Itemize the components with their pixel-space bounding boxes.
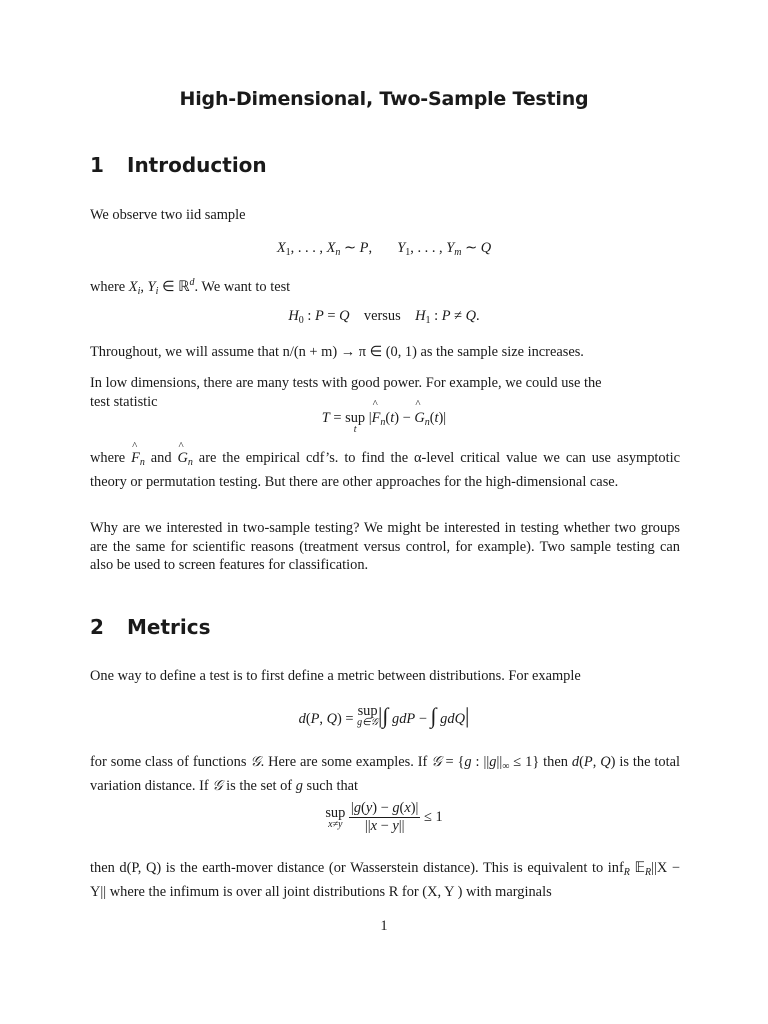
equation-samples: $X_1$, . . . , $X_n$ ∼ P, $Y_1$, . . . , $Y_m$ ∼ Q <box>276 240 492 258</box>
paragraph-line: test statistic <box>90 393 158 410</box>
paragraph: Throughout, we will assume that n/(n + m) → π ∈ (0, 1) as the sample size increases. <box>90 344 584 360</box>
section-title: Metrics <box>127 615 211 639</box>
paragraph-hypothesis-intro: where $X_i$, $Y_i$ ∈ ℝ$^d$. We want to test <box>90 277 291 297</box>
paper-title: High-Dimensional, Two-Sample Testing <box>179 88 589 110</box>
paragraph-text: then d(P, Q) is the earth-mover distance (or Wasserstein distance). This is equivalent to inf <box>90 860 624 876</box>
equation-hypotheses: $H_0$ : P = Q versus $H_1$ : P ≠ Q. <box>288 308 480 326</box>
paragraph <box>90 374 680 411</box>
section-number: 2 <box>90 615 104 639</box>
section-number: 1 <box>90 153 104 177</box>
page-number: 1 <box>380 918 388 934</box>
paragraph-line: In low dimensions, there are many tests with good power. For example, we could use the <box>90 375 602 391</box>
section-title: Introduction <box>127 153 267 177</box>
paragraph: One way to define a test is to first define a metric between distributions. For example <box>90 668 581 684</box>
paragraph-text: ||X − Y|| where the infimum is over all joint distributions R for (X, Y ) with marginals <box>90 860 680 900</box>
paragraph-wasserstein: then d(P, Q) is the earth-mover distance (or Wasserstein distance). This is equivalent to inf$_R$ 𝔼$_R$||X − Y|| where the infimum is over all joint distributions R for (X, Y ) with marginals <box>90 860 680 900</box>
equation-test-statistic: T = sup t |^ $F_n(t)$ − ^ $G_n(t)|$ <box>0 410 768 435</box>
paragraph-text: to find the α-level critical value we can use asymptotic theory or permutation testing. But there are other approaches for the high-dimensional case. <box>90 450 680 490</box>
equation-metric: d(P, Q) = sup g∈𝒢 |∫ gdP − ∫ gdQ| <box>298 703 470 728</box>
paragraph: Why are we interested in two-sample testing? We might be interested in testing whether two groups are the same for scientific reasons (treatment versus control, for example). Two sample testing can also be used to screen features for classification. <box>90 520 680 574</box>
equation-lipschitz: sup x≠y $\frac{|g(y) - g(x)|}{||x - y||}$ ≤ 1 <box>325 800 443 834</box>
section-heading-metrics <box>90 615 211 639</box>
paragraph: We observe two iid sample <box>90 207 246 223</box>
paragraph-metric-examples: for some class of functions 𝒢. Here are some examples. If 𝒢 = {g : $||g||_\infty \le 1$} then d(P, Q) is the total variation distance. If 𝒢 is the set of g such that <box>90 754 681 794</box>
section-heading-introduction <box>90 153 267 177</box>
paragraph-empirical-cdf: where ^ $F_n$ and ^ $G_n$ are the empirical cdf’s. to find the α-level critical value we can use asymptotic theory or permutation testing. But there are other approaches for the high-dimensional case. <box>90 449 680 491</box>
